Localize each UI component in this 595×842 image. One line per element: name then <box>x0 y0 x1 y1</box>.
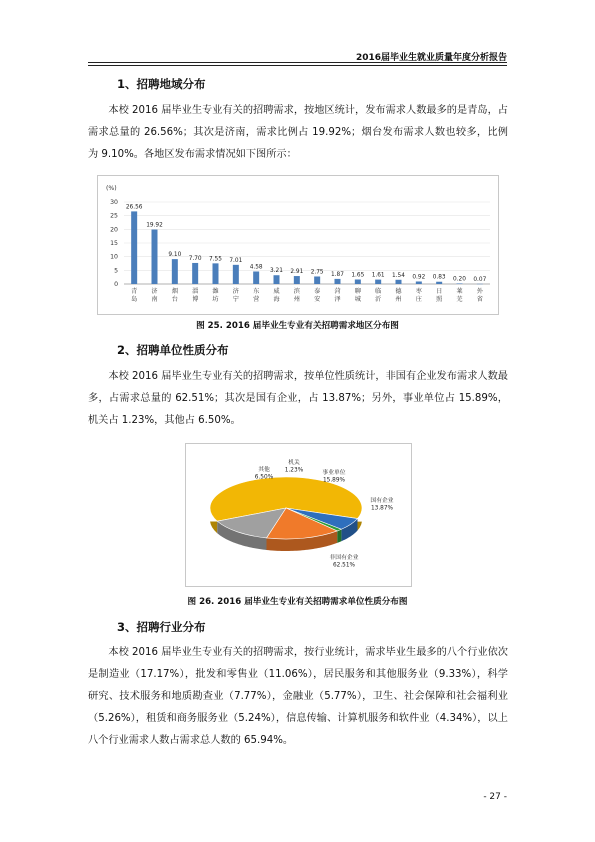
section2-heading: 2、招聘单位性质分布 <box>117 343 229 357</box>
figure26-caption: 图 26. 2016 届毕业生专业有关招聘需求单位性质分布图 <box>187 597 408 607</box>
y-tick-label: 0 <box>114 281 118 288</box>
bar-value-label: 1.54 <box>392 272 405 279</box>
x-tick-label: 德州 <box>395 288 402 303</box>
x-tick-label: 临沂 <box>375 288 382 303</box>
section1-paragraph: 本校 2016 届毕业生专业有关的招聘需求，按地区统计，发布需求人数最多的是青岛，占需求总量的 26.56%；其次是济南，需求比例占 19.92%；烟台发布需求人数也较多，比例为 9.10%。各地区发布需求情况如下图所示： <box>88 105 508 160</box>
bar-value-label: 0.83 <box>432 274 446 281</box>
unit-nature-pie-chart-frame <box>185 443 412 587</box>
bar <box>253 271 259 284</box>
y-tick-label: 10 <box>110 253 118 261</box>
bar <box>436 282 442 284</box>
bar-value-label: 26.56 <box>125 204 143 211</box>
bar-value-label: 9.10 <box>168 252 182 259</box>
bar-value-label: 4.58 <box>249 264 263 271</box>
x-tick-label: 菏泽 <box>334 288 341 303</box>
bar <box>294 276 300 284</box>
x-tick-label: 外省 <box>476 288 483 303</box>
pie-slice-name-label: 国有企业 <box>370 498 394 504</box>
figure25-caption: 图 25. 2016 届毕业生专业有关招聘需求地区分布图 <box>196 321 399 331</box>
x-tick-label: 滨州 <box>293 288 300 303</box>
bar-value-label: 2.75 <box>310 269 324 276</box>
y-tick-label: 5 <box>114 267 118 275</box>
x-tick-label: 威海 <box>273 288 280 303</box>
x-tick-label: 济南 <box>151 288 158 303</box>
x-tick-label: 济宁 <box>232 288 239 303</box>
bar-value-label: 1.65 <box>351 272 365 279</box>
bar-value-label: 7.70 <box>188 255 202 262</box>
page-number: - 27 - <box>483 792 507 802</box>
x-tick-label: 烟台 <box>171 288 178 303</box>
region-bar-chart <box>98 176 498 314</box>
section3-heading: 3、招聘行业分布 <box>117 620 206 634</box>
x-tick-label: 潍坊 <box>212 288 219 303</box>
bar-value-label: 1.87 <box>331 271 344 278</box>
bar-value-label: 0.20 <box>453 276 466 283</box>
pie-slice-name-label: 非国有企业 <box>329 555 359 561</box>
x-tick-label: 泰安 <box>314 288 321 303</box>
y-tick-label: 20 <box>110 226 118 234</box>
bar <box>416 281 422 284</box>
pie-slice-value-label: 1.23% <box>284 467 304 474</box>
bar <box>274 275 280 284</box>
x-tick-label: 枣庄 <box>415 288 422 303</box>
section2-paragraph: 本校 2016 届毕业生专业有关的招聘需求，按单位性质统计，非国有企业发布需求人数最多，占需求总量的 62.51%；其次是国有企业，占 13.87%；另外，事业单位占 15.89%，机关占 1.23%，其他占 6.50%。 <box>88 371 508 426</box>
x-tick-label: 聊城 <box>354 288 361 303</box>
section3-paragraph: 本校 2016 届毕业生专业有关的招聘需求，按行业统计，需求毕业生最多的八个行业依次是制造业（17.17%），批发和零售业（11.06%），居民服务和其他服务业（9.33%），科学研究、技术服务和地质勘查业（7.77%），金融业（5.77%），卫生、社会保障和社会福利业（5.26%），租赁和商务服务业（5.24%），信息传输、计算机服务和软件业（4.34%），以上八个行业需求人数占需求总人数的 65.94%。 <box>88 647 508 746</box>
pie-slice-name-label: 事业单位 <box>322 470 346 476</box>
bar-value-label: 0.92 <box>412 274 426 281</box>
bar-value-label: 3.21 <box>270 268 283 275</box>
bar <box>396 280 402 284</box>
x-tick-label: 莱芜 <box>456 288 463 303</box>
pie-slice-name-label: 机关 <box>288 460 300 466</box>
report-header-title: 2016届毕业生就业质量年度分析报告 <box>355 53 507 63</box>
x-tick-label: 日照 <box>436 288 443 303</box>
bar <box>192 263 198 284</box>
bar-value-label: 7.55 <box>209 256 222 263</box>
y-tick-label: 15 <box>110 240 118 247</box>
bar <box>233 265 239 284</box>
pie-slice-name-label: 其他 <box>258 467 270 473</box>
bar <box>152 230 158 284</box>
pie-slice-value-label: 13.87% <box>370 505 394 512</box>
bar <box>172 259 178 284</box>
bar-value-label: 7.01 <box>229 257 243 264</box>
bar-value-label: 1.61 <box>371 272 385 279</box>
bar <box>314 276 320 284</box>
bar <box>131 211 137 284</box>
x-tick-label: 青岛 <box>131 288 138 303</box>
pie-slice-value-label: 62.51% <box>332 562 356 569</box>
x-tick-label: 东营 <box>253 288 260 303</box>
section1-heading: 1、招聘地域分布 <box>117 77 206 91</box>
x-tick-label: 淄博 <box>192 288 199 303</box>
header-rule <box>88 62 507 66</box>
bar <box>335 279 341 284</box>
region-bar-chart-frame <box>97 175 499 315</box>
y-tick-label: 30 <box>110 199 118 206</box>
bar-value-label: 19.92 <box>146 222 163 229</box>
y-tick-label: 25 <box>110 212 118 220</box>
pie-slice-value-label: 15.89% <box>322 477 346 484</box>
section1-paragraph-block <box>88 100 508 166</box>
bar <box>213 263 219 284</box>
bar <box>375 280 381 284</box>
unit-nature-pie-chart <box>186 444 411 586</box>
bar-value-label: 2.91 <box>290 269 304 276</box>
pie-side-wall <box>337 529 341 543</box>
section3-paragraph-block <box>88 642 508 752</box>
pie-slice-value-label: 6.50% <box>254 474 274 481</box>
bar-value-label: 0.07 <box>473 276 487 283</box>
y-axis-unit-label: (%) <box>106 185 117 192</box>
section2-paragraph-block <box>88 366 508 432</box>
bar <box>355 279 361 284</box>
bar <box>457 283 463 284</box>
